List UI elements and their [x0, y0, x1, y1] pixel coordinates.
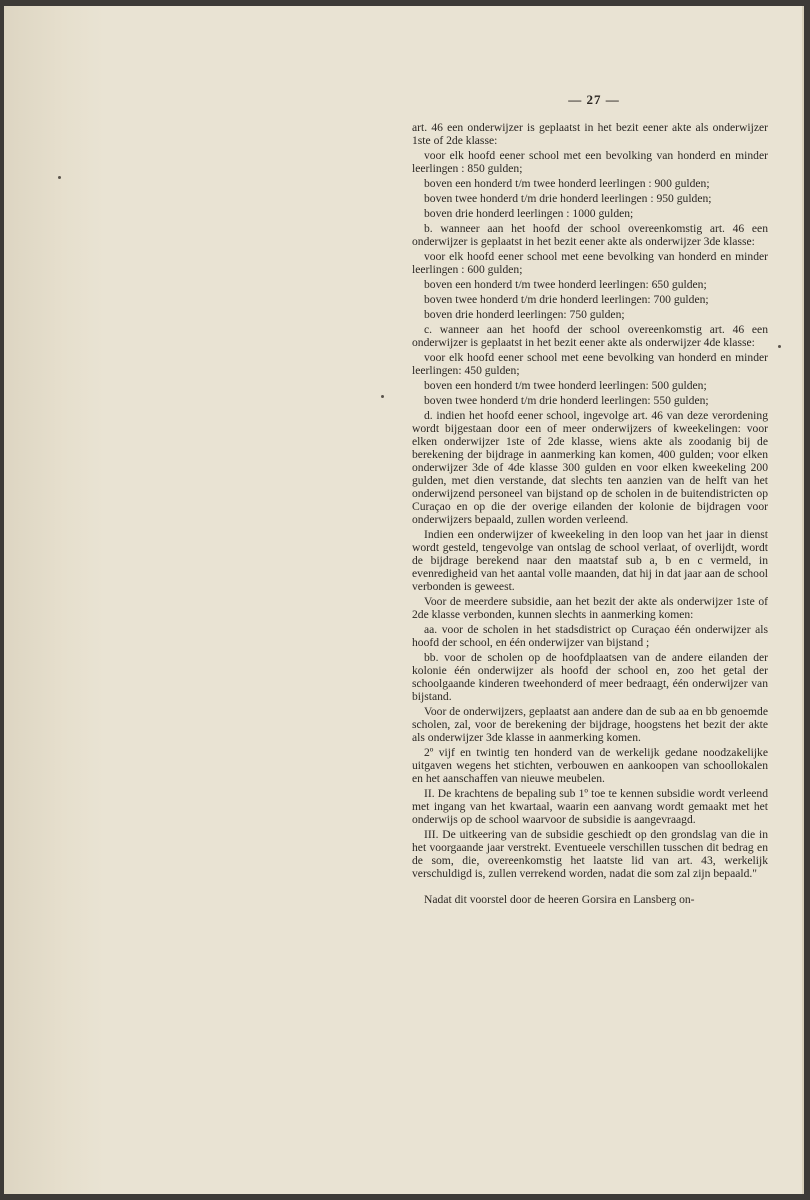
paragraph: II. De krachtens de bepaling sub 1º toe te kennen subsidie wordt verleend met ingang van het kwartaal, waarin een aanvang wordt gemaakt met het onderwijs op de school waarvoor de subsidie is aangevraagd. — [412, 787, 768, 826]
paragraph: Voor de onderwijzers, geplaatst aan andere dan de sub aa en bb genoemde scholen, zal, voor de berekening der bijdrage, hoogstens het bezit der akte als onderwijzer 3de klasse in aanmerking komen. — [412, 705, 768, 744]
speck-mark — [58, 176, 61, 179]
paragraph: voor elk hoofd eener school met eene bevolking van honderd en minder leerlingen: 450 gulden; — [412, 351, 768, 377]
speck-mark — [778, 345, 781, 348]
paragraph: boven twee honderd t/m drie honderd leerlingen: 550 gulden; — [424, 394, 709, 407]
speck-mark — [381, 395, 384, 398]
page-margin-shading — [4, 6, 104, 1194]
document-body — [412, 121, 768, 908]
paragraph: III. De uitkeering van de subsidie geschiedt op den grondslag van die in het voorgaande jaar verstrekt. Eventueele verschillen tusschen dit bedrag en de som, die, overeenkomstig het laatste lid van art. 43, werkelijk verschuldigd is, zullen verrekend worden, nadat die som zal zijn bepaald." — [412, 828, 768, 880]
paragraph: 2º vijf en twintig ten honderd van de werkelijk gedane noodzakelijke uitgaven wegens het stichten, verbouwen en aankoopen van schoollokalen en het aanschaffen van nieuwe meubelen. — [412, 746, 768, 785]
paragraph: b. wanneer aan het hoofd der school overeenkomstig art. 46 een onderwijzer is geplaatst in het bezit eener akte als onderwijzer 3de klasse: — [412, 222, 768, 248]
paragraph: boven drie honderd leerlingen : 1000 gulden; — [424, 207, 634, 220]
paragraph: boven drie honderd leerlingen: 750 gulden; — [424, 308, 625, 321]
paragraph: Voor de meerdere subsidie, aan het bezit der akte als onderwijzer 1ste of 2de klasse verbonden, kunnen slechts in aanmerking komen: — [412, 595, 768, 621]
paragraph: voor elk hoofd eener school met eene bevolking van honderd en minder leerlingen : 600 gulden; — [412, 250, 768, 276]
paragraph: c. wanneer aan het hoofd der school overeenkomstig art. 46 een onderwijzer is geplaatst in het bezit eener akte als onderwijzer 4de klasse: — [412, 323, 768, 349]
paragraph: voor elk hoofd eener school met een bevolking van honderd en minder leerlingen : 850 gulden; — [412, 149, 768, 175]
paragraph: boven een honderd t/m twee honderd leerlingen: 500 gulden; — [424, 379, 707, 392]
paragraph: boven twee honderd t/m drie honderd leerlingen : 950 gulden; — [424, 192, 712, 205]
paragraph: Nadat dit voorstel door de heeren Gorsira en Lansberg on- — [424, 893, 695, 906]
paragraph: aa. voor de scholen in het stadsdistrict op Curaçao één onderwijzer als hoofd der school, en één onderwijzer van bijstand ; — [412, 623, 768, 649]
paragraph: boven een honderd t/m twee honderd leerlingen: 650 gulden; — [424, 278, 707, 291]
paragraph: d. indien het hoofd eener school, ingevolge art. 46 van deze verordening wordt bijgestaan door een of meer onderwijzers of kweekelingen: voor elken onderwijzer 1ste of 2de klasse, wiens akte als zoodanig bij de berekening der bijdrage in aanmerking kan komen, 400 gulden; voor elken onderwijzer 3de of 4de klasse 300 gulden en voor elken kweekeling 200 gulden, met dien verstande, dat slechts ten aanzien van de helft van het onderwijzend personeel van bijstand op de scholen in de buitendistricten op Curaçao en op die der overige eilanden der kolonie de bijdragen voor onderwijzers bepaald, zullen worden verleend. — [412, 409, 768, 526]
paragraph: bb. voor de scholen op de hoofdplaatsen van de andere eilanden der kolonie één onderwijzer als hoofd der school en, zoo het getal der schoolgaande kinderen tweehonderd of meer bedraagt, één onderwijzer van bijstand. — [412, 651, 768, 703]
paragraph: art. 46 een onderwijzer is geplaatst in het bezit eener akte als onderwijzer 1ste of 2de klasse: — [412, 121, 768, 147]
page-number: — 27 — — [568, 92, 620, 107]
paragraph: boven een honderd t/m twee honderd leerlingen : 900 gulden; — [424, 177, 710, 190]
paragraph: Indien een onderwijzer of kweekeling in den loop van het jaar in dienst wordt gesteld, tengevolge van ontslag de school verlaat, of overlijdt, wordt de bijdrage berekend naar den maatstaf sub a, b en c vermeld, in evenredigheid van het aantal volle maanden, dat hij in dat jaar aan de school verbonden is geweest. — [412, 528, 768, 593]
paragraph: boven twee honderd t/m drie honderd leerlingen: 700 gulden; — [424, 293, 709, 306]
